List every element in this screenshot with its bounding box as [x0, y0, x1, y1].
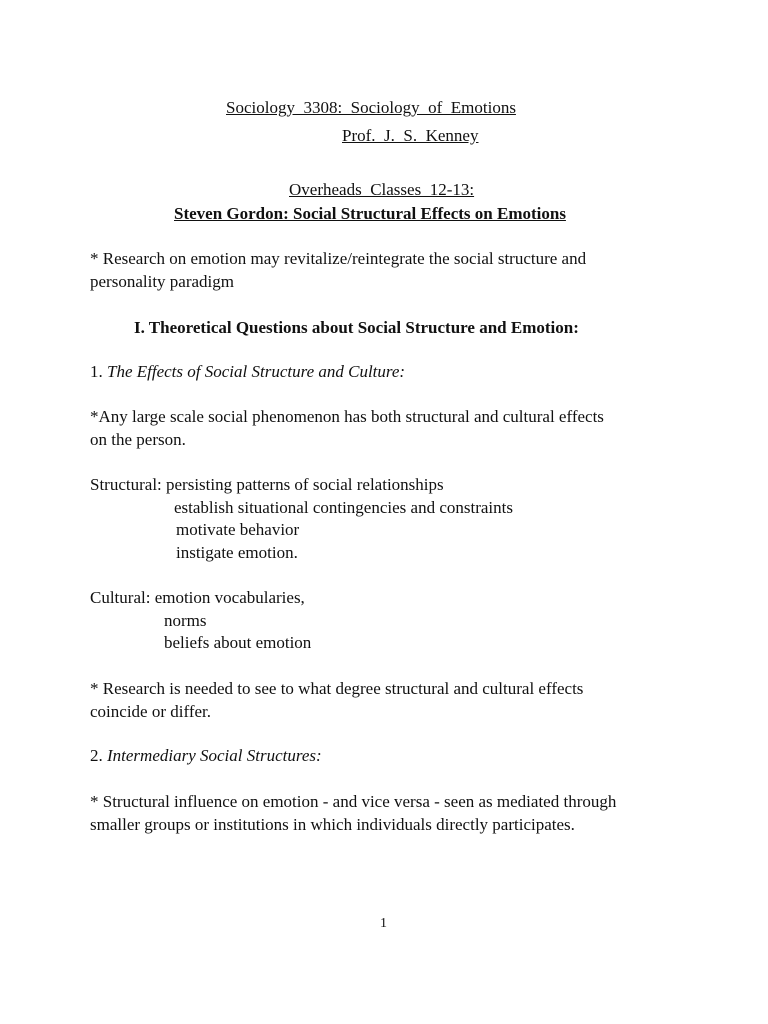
- page-number: 1: [380, 916, 387, 931]
- cultural-line-1: Cultural: emotion vocabularies,: [90, 588, 305, 607]
- question-1-title: The Effects of Social Structure and Culture:: [107, 362, 406, 381]
- intro-line-1: * Research on emotion may revitalize/reintegrate the social structure and: [90, 249, 587, 268]
- question-2-heading: [90, 744, 322, 767]
- question-2-title: Intermediary Social Structures:: [107, 746, 322, 765]
- influence-line-1: * Structural influence on emotion - and vice versa - seen as mediated through: [90, 792, 617, 811]
- research-line-2: coincide or differ.: [90, 702, 212, 721]
- phenomenon-line-1: *Any large scale social phenomenon has both structural and cultural effects: [90, 407, 604, 426]
- classes-heading: Overheads Classes 12-13:: [289, 180, 475, 199]
- course-title: Sociology 3308: Sociology of Emotions: [226, 98, 516, 117]
- question-1-heading: [90, 360, 405, 383]
- professor-name: Prof. J. S. Kenney: [342, 126, 479, 145]
- cultural-line-3: beliefs about emotion: [164, 633, 312, 652]
- structural-line-1: Structural: persisting patterns of social relationships: [90, 475, 444, 494]
- structural-line-3: motivate behavior: [176, 520, 300, 539]
- structural-line-4: instigate emotion.: [176, 543, 298, 562]
- influence-line-2: smaller groups or institutions in which individuals directly participates.: [90, 815, 575, 834]
- phenomenon-line-2: on the person.: [90, 430, 186, 449]
- structural-line-2: establish situational contingencies and constraints: [174, 498, 513, 517]
- question-1-number: 1.: [90, 362, 107, 381]
- question-2-number: 2.: [90, 746, 107, 765]
- section-heading: I. Theoretical Questions about Social Structure and Emotion:: [134, 318, 579, 337]
- cultural-line-2: norms: [164, 611, 207, 630]
- research-line-1: * Research is needed to see to what degree structural and cultural effects: [90, 679, 584, 698]
- topic-heading: Steven Gordon: Social Structural Effects on Emotions: [174, 204, 566, 223]
- intro-line-2: personality paradigm: [90, 272, 234, 291]
